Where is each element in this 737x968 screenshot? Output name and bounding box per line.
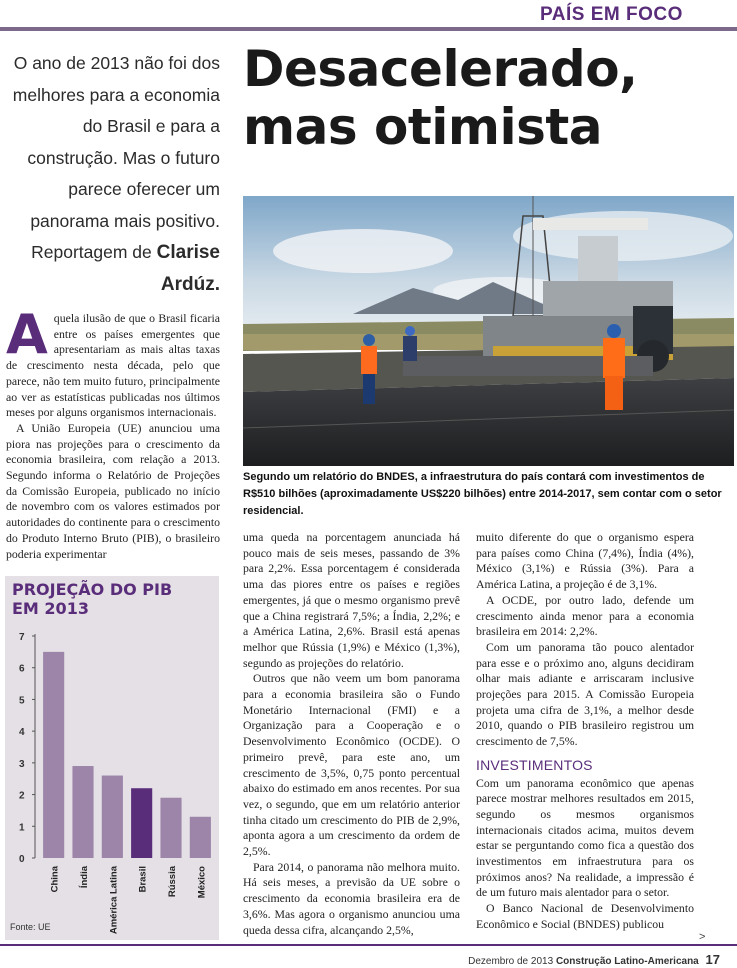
page-number: 17	[705, 952, 720, 967]
chart-title-line-2: EM 2013	[12, 599, 89, 618]
paragraph: Outros que não veem um bom panorama para a economia brasileira são o Fundo Monetário Internacional (FMI) e a Organização para a Cooperação e o Desenvolvimento Econômico (OCDE). O primeiro prevê, para este ano, um crescimento de 3,5%, 0,75 ponto percentual abaixo do estimado em anos recentes. Por sua vez, o segundo, que em um relatório anterior tinha citado um crescimento do PIB de 2,9%, aponta agora a um crescimento da ordem de 2,5%.	[243, 671, 460, 859]
x-category-label: América Latina	[108, 866, 120, 935]
paragraph: quela ilusão de que o Brasil ficaria entre os países emergentes que apresentariam as mais altas taxas de crescimento nesta década, pelo que parece, não tem muito futuro, principalmente ao ver as estatísticas publicadas nos últimos meses por alguns organismos internacionais.	[6, 311, 220, 420]
y-tick-label: 2	[19, 790, 25, 802]
photo-illustration	[243, 196, 734, 466]
article-deck	[4, 48, 220, 300]
drop-cap: A	[6, 303, 48, 366]
paragraph: O Banco Nacional de Desenvolvimento Econômico e Social (BNDES) publicou	[476, 901, 694, 931]
x-category-label: Índia	[79, 866, 90, 889]
y-tick-label: 5	[19, 695, 25, 707]
continue-arrow: >	[699, 931, 706, 943]
bar-rússia	[160, 798, 181, 858]
paragraph: Para 2014, o panorama não melhora muito. Há seis meses, a previsão da UE sobre o crescimento da economia brasileira era de 3,6%. Mas agora o organismo anunciou uma queda dessa cifra, alcançando 2,5%,	[243, 859, 460, 937]
x-category-label: China	[49, 866, 61, 893]
y-tick-label: 4	[19, 727, 25, 739]
headline	[243, 40, 733, 156]
footer-magazine: Construção Latino-Americana	[555, 956, 699, 967]
page-footer	[420, 952, 720, 967]
paragraph: Com um panorama tão pouco alentador para esse e o próximo ano, alguns decidiram olhar mais adiante e arriscaram inclusive projeções para 2015. A Comissão Europeia projeta uma cifra de 3,1%, a melhor desde 2010, quando o PIB brasileiro registrou um crescimento de 7,5%.	[476, 639, 694, 749]
headline-line-2: mas otimista	[243, 98, 603, 156]
bar-américa-latina	[102, 776, 123, 858]
top-rule	[0, 27, 737, 31]
footer-rule	[0, 944, 737, 946]
x-category-label: México	[196, 866, 208, 899]
bar-brasil	[131, 788, 152, 858]
x-category-label: Rússia	[167, 866, 178, 898]
x-category-label: Brasil	[137, 866, 149, 893]
bar-china	[43, 652, 64, 858]
deck-text: O ano de 2013 não foi dos melhores para a economia do Brasil e para a construção. Mas o futuro parece oferecer um panorama mais positivo. Reportagem de	[12, 53, 220, 262]
y-tick-label: 3	[19, 758, 25, 770]
y-tick-label: 1	[19, 822, 25, 834]
article-column-3	[476, 530, 694, 933]
paragraph: A União Europeia (UE) anunciou uma piora nas projeções para o crescimento da economia brasileira, com relação a 2013. Segundo informa o Relatório de Projeções da Comissão Europeia, publicado no início de novembro com os valores estimados por autoridades do continente para o crescimento do Produto Interno Bruto (PIB), o brasileiro poderia experimentar	[6, 420, 220, 561]
headline-line-1: Desacelerado,	[243, 40, 638, 98]
paving-machine-photo	[243, 196, 734, 466]
y-tick-label: 0	[19, 854, 25, 865]
paragraph: uma queda na porcentagem anunciada há pouco mais de seis meses, passando de 3% para 2,2%. Essa porcentagem é considerada uma das piores entre os países e regiões emergentes, já que o mesmo organismo prevê que a China registrará 7,5%; a Índia, 2,2%; e a América Latina, 2,6%. Brasil está apenas melhor que Rússia (1,9%) e México (1,3%), segundo as projeções do relatório.	[243, 530, 460, 670]
gdp-bar-chart	[5, 576, 219, 940]
y-tick-label: 7	[19, 632, 25, 643]
footer-date: Dezembro de 2013	[468, 956, 554, 967]
section-heading: INVESTIMENTOS	[476, 756, 593, 773]
paragraph: muito diferente do que o organismo espera para países como China (7,4%), Índia (4%), México (3,1%) e Rússia (3%). Para a América Latina, a projeção é de 3,1%.	[476, 530, 694, 592]
deck-author: Clarise Ardúz.	[156, 242, 220, 295]
bar-índia	[72, 766, 93, 858]
paragraph: Com um panorama econômico que apenas parece mostrar melhores resultados em 2015, segundo os mesmos organismos internacionais citados acima, muitos devem estar se perguntando como fica a questão dos investimentos em infraestrutura para os próximos anos? Na realidade, a impressão é de um futuro mais alentador para o setor.	[476, 775, 694, 900]
article-column-2	[243, 530, 460, 938]
photo-caption: Segundo um relatório do BNDES, a infraestrutura do país contará com investimentos de R$510 bilhões (aproximadamente US$220 bilhões) entre 2014-2017, sem contar com o setor residencial.	[243, 471, 722, 517]
section-tag: PAÍS EM FOCO	[540, 4, 683, 25]
paragraph: A OCDE, por outro lado, defende um crescimento ainda menor para a economia brasileira em 2014: 2,2%.	[476, 592, 694, 639]
chart-title-line-1: PROJEÇÃO DO PIB	[12, 580, 173, 599]
y-tick-label: 6	[19, 663, 25, 675]
bar-méxico	[190, 817, 211, 858]
chart-source: Fonte: UE	[10, 922, 51, 932]
article-column-1	[6, 303, 220, 562]
